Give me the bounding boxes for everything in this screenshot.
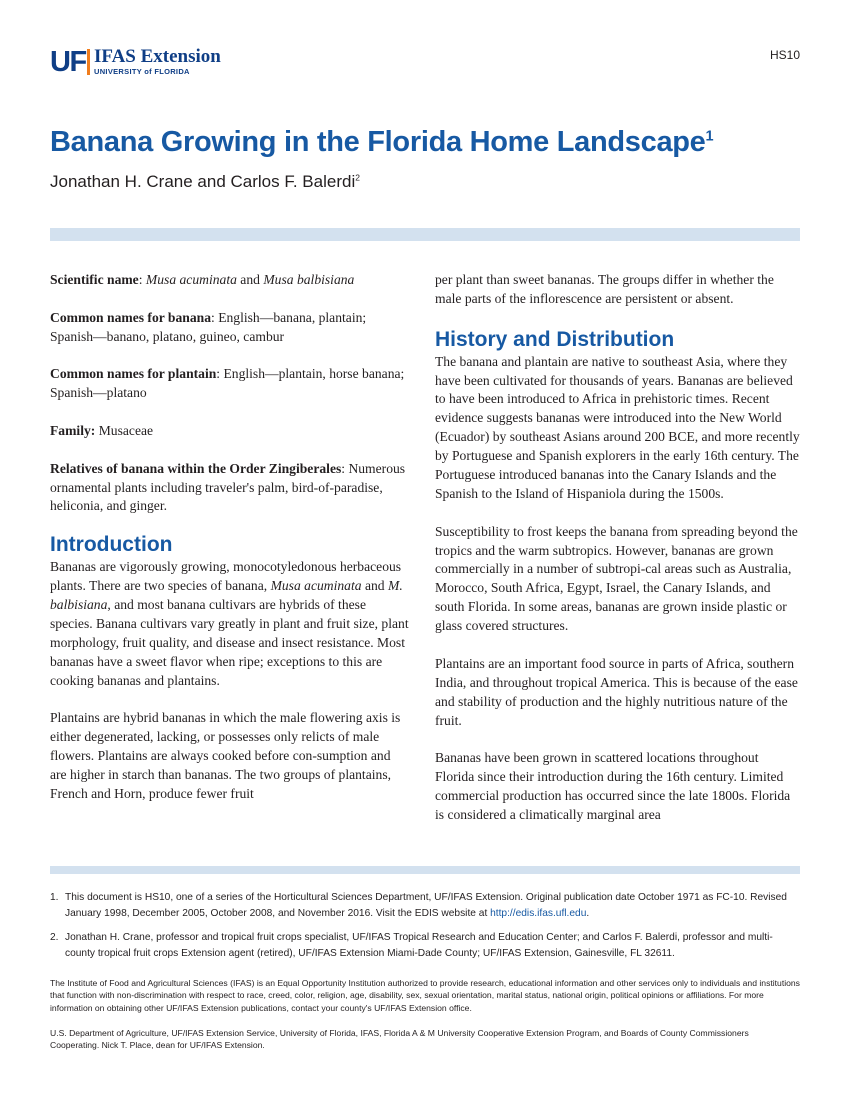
document-code: HS10 [769, 48, 800, 62]
footnote-1-number: 1. [50, 892, 59, 903]
common-names-banana-text: : English—banana, plantain; Spanish—banano, platano, guineo, cambur [50, 309, 367, 344]
relatives [50, 460, 410, 517]
edis-link[interactable]: http://edis.ifas.ufl.edu [490, 907, 587, 919]
common-names-plantain-text: : English—plantain, horse banana; Spanish—platano [50, 366, 405, 401]
common-names-banana-label: Common names for banana [50, 309, 212, 325]
history-heading: History and Distribution [435, 327, 675, 351]
scientific-name-label: Scientific name [50, 272, 139, 287]
introduction-paragraph-2: Plantains are hybrid bananas in which the male flowering axis is either degenerated, lacking, or possesses only relicts of male flowers. Plantains are always cooked before con-sumption and are higher in starch than bananas. The two groups of plantains, French and Horn, produce fewer fruit [50, 710, 401, 801]
continued-paragraph: per plant than sweet bananas. The groups differ in whether the male parts of the inflorescence are persistent or absent. [435, 272, 774, 306]
history-paragraph-4: Bananas have been grown in scattered locations throughout Florida since their introduction during the 16th century. Limited commercial production has occurred since the late 1800s. Florida is considered a climatically marginal area [435, 750, 791, 823]
scientific-name-and: and [236, 272, 264, 287]
common-names-banana [50, 309, 410, 347]
footnote-1-body [65, 890, 795, 921]
scientific-name: Scientific name: Musa acuminata and Musa balbisiana [50, 272, 355, 287]
intro-p1-species-b: M. balbisiana [50, 578, 403, 612]
family-label: Family: [50, 422, 96, 438]
equal-opportunity-statement: The Institute of Food and Agricultural Sciences (IFAS) is an Equal Opportunity Institution authorized to provide research, educational information and other services only to individuals and institutions that function with non-discrimination with respect to race, creed, color, religion, age, disability, sex, sexual orientation, marital status, national origin, political opinions or affiliations. For more information on obtaining other UF/IFAS Extension publications, contact your county's UF/IFAS Extension office. [50, 978, 800, 1013]
scientific-name-b: Musa balbisiana [263, 272, 355, 287]
intro-p1-part-c: , and most banana cultivars are hybrids of these species. Banana cultivars vary greatly in plant and fruit size, plant morphology, fruit quality, and disease and insect resistance. Most bananas have a sweet flavor when ripe; exceptions to this are cooking bananas and plantains. [50, 596, 409, 688]
authors [50, 172, 360, 192]
family-text: Musaceae [95, 422, 154, 438]
footnote-2-text: Jonathan H. Crane, professor and tropical fruit crops specialist, UF/IFAS Tropical Research and Education Center; and Carlos F. Balerdi, professor and multi-county tropical fruit crops Extension agent (retired), UF/IFAS Extension Miami-Dade County; UF/IFAS Extension, Gainesville, FL 32611. [65, 932, 773, 959]
history-paragraph-1: The banana and plantain are native to southeast Asia, where they have been cultivated for thousands of years. Bananas are believed to have been introduced to Africa in prehistoric times. Recent evidence suggests bananas were introduced into the New World (Ecuador) by southeast Asians around 200 BCE, and more recently by Portuguese and Spanish explorers in the early 16th century. The Portuguese introduced bananas into the Canary Islands and the Spanish to the Island of Hispaniola during the 1500s. [435, 353, 800, 501]
common-names-plantain-label: Common names for plantain [50, 366, 217, 382]
introduction-paragraph-1 [50, 558, 410, 690]
footnote-1 [50, 890, 795, 921]
relatives-text: : Numerous ornamental plants including traveler's palm, bird-of-paradise, heliconia, and ginger. [50, 460, 406, 514]
logo-uf-mark: UF [50, 46, 86, 78]
history-paragraph-2: Susceptibility to frost keeps the banana from spreading beyond the tropics and the warm subtropics. However, bananas are grown commercially in a number of subtropi-cal areas such as Australia, Morocco, South Africa, Egypt, Israel, the Canary Islands, and south Florida. In some areas, bananas are grown inside plastic or glass covered structures. [435, 523, 798, 634]
history-paragraph-3: Plantains are an important food source in parts of Africa, southern India, and throughout tropical America. This is because of the ease and stability of production and the highly nutritious nature of the fruit. [435, 655, 798, 728]
introduction-heading: Introduction [50, 533, 173, 557]
footnote-1-end: . [586, 907, 590, 919]
common-names-plantain [50, 365, 410, 403]
relatives-label: Relatives of banana within the Order Zingiberales [50, 460, 342, 476]
page-title [50, 126, 713, 159]
logo-divider [87, 49, 90, 75]
title-footnote-mark: 1 [705, 128, 714, 145]
family [50, 422, 410, 441]
authors-footnote-mark: 2 [355, 172, 360, 183]
authors-text: Jonathan H. Crane and Carlos F. Balerdi [50, 172, 356, 191]
intro-p1-part-b: and [361, 578, 388, 594]
footnote-1-text: This document is HS10, one of a series of the Horticultural Sciences Department, UF/IFAS Extension. Original publication date October 1971 as FC-10. Revised January 1998, December 2005, October 2008, and November 2016. Visit the EDIS website at [65, 892, 787, 919]
title-text: Banana Growing in the Florida Home Landscape [50, 126, 706, 158]
footnote-divider-band [50, 866, 800, 874]
scientific-name-a: Musa acuminata [145, 272, 237, 287]
footnote-2 [50, 930, 795, 961]
title-divider-band [50, 228, 800, 241]
footnote-2-number: 2. [50, 932, 59, 943]
logo-university: UNIVERSITY of FLORIDA [94, 67, 190, 76]
logo-ifas-extension: IFAS Extension [94, 46, 221, 67]
usda-statement: U.S. Department of Agriculture, UF/IFAS Extension Service, University of Florida, IFAS, Florida A & M University Cooperative Extension Program, and Boards of County Commissioners Cooperating. Nick T. Place, dean for UF/IFAS Extension. [50, 1028, 749, 1051]
intro-p1-part-a: Bananas are vigorously growing, monocotyledonous herbaceous plants. There are two species of banana, [50, 559, 402, 594]
intro-p1-species-a: Musa acuminata [270, 578, 362, 594]
left-column [50, 271, 410, 823]
right-column [435, 271, 801, 844]
